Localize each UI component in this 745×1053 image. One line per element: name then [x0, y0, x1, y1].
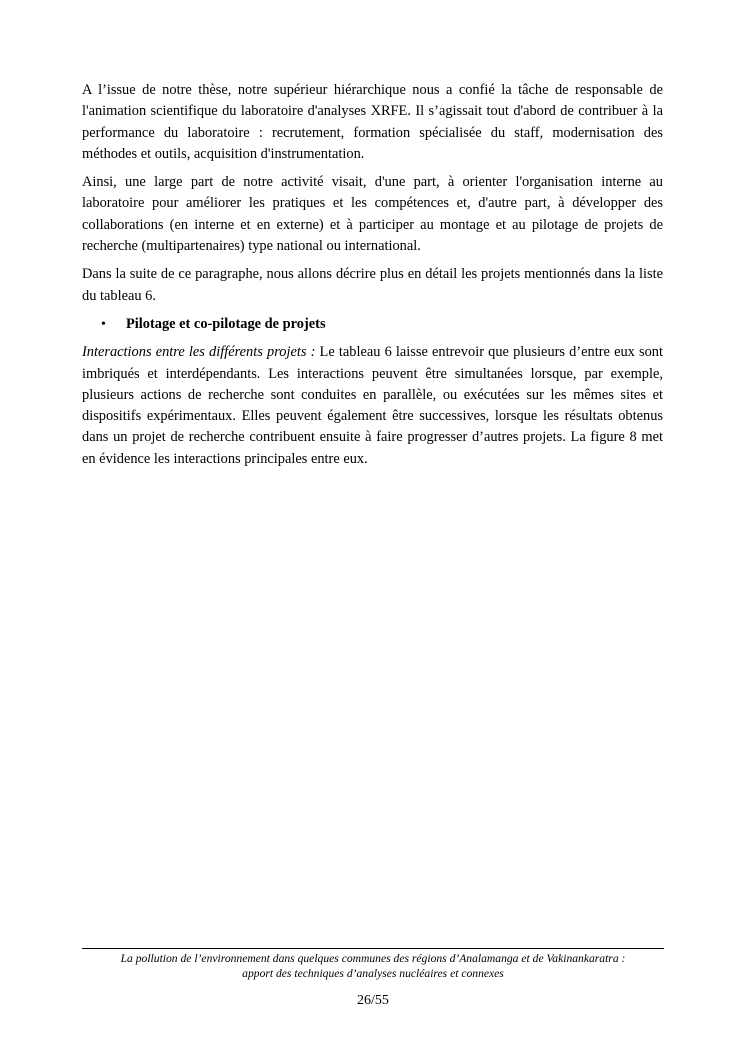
paragraph-4-text: Le tableau 6 laisse entrevoir que plusieurs d’entre eux sont imbriqués et interdépendants. Les interactions peuvent être simultanées lorsque, par exemple, plusieurs actions de recherche sont conduites en parallèle, ou exécutées sur les mêmes sites et dispositifs expérimentaux. Elles peuvent également être successives, lorsque les résultats obtenus dans un projet de recherche contribuent ensuite à faire progresser d’autres projets. La figure 8 met en évidence les interactions principales entre eux.: [82, 344, 663, 467]
paragraph-4: [82, 342, 663, 470]
bullet-icon: •: [101, 316, 106, 332]
paragraph-3: Dans la suite de ce paragraphe, nous allons décrire plus en détail les projets mentionnés dans la liste du tableau 6.: [82, 266, 663, 304]
footer-line-2: apport des techniques d’analyses nucléaires et connexes: [242, 967, 504, 980]
footer-caption: [82, 951, 664, 981]
paragraph-2: Ainsi, une large part de notre activité visait, d'une part, à orienter l'organisation interne au laboratoire pour améliorer les pratiques et les compétences et, d'autre part, à développer des collaborations (en interne et en externe) et à participer au montage et au pilotage de projets de recherche (multipartenaires) type national ou international.: [82, 174, 663, 255]
paragraph-1: A l’issue de notre thèse, notre supérieur hiérarchique nous a confié la tâche de responsable de l'animation scientifique du laboratoire d'analyses XRFE. Il s’agissait tout d'abord de contribuer à la performance du laboratoire : recrutement, formation spécialisée du staff, modernisation des méthodes et outils, acquisition d'instrumentation.: [82, 82, 663, 162]
paragraph-4-intro: Interactions entre les différents projets :: [82, 344, 316, 361]
bullet-heading: Pilotage et co-pilotage de projets: [126, 315, 326, 332]
body-text: [82, 80, 663, 477]
footer-line-1: La pollution de l’environnement dans quelques communes des régions d’Analamanga et de Vakinankaratra :: [120, 952, 626, 965]
page-number: 26/55: [357, 993, 389, 1008]
bullet-item: [82, 314, 663, 335]
footer-divider: [82, 948, 664, 949]
